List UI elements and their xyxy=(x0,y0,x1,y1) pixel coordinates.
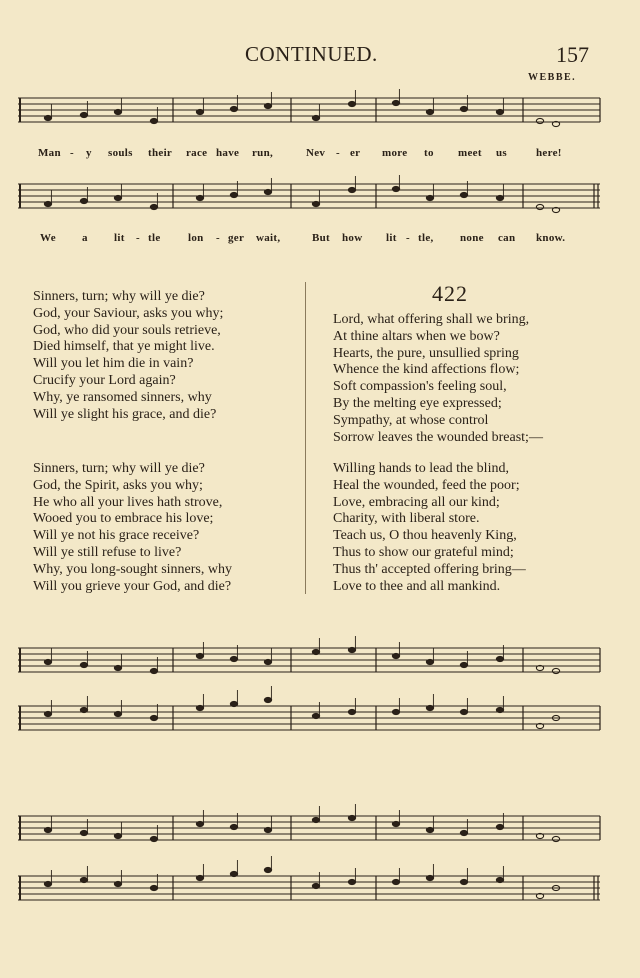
lyric-syllable: a xyxy=(82,232,88,244)
verse-line: Will ye slight his grace, and die? xyxy=(33,406,217,422)
note-head xyxy=(460,106,467,111)
lyric-syllable: more xyxy=(382,147,408,159)
note-head xyxy=(496,707,503,712)
note-head xyxy=(460,709,467,714)
note-head xyxy=(196,875,203,880)
verse-line: Whence the kind affections flow; xyxy=(333,362,520,378)
note-head xyxy=(552,668,559,673)
note-head xyxy=(426,827,433,832)
note-head xyxy=(312,817,319,822)
note-head xyxy=(312,883,319,888)
note-head xyxy=(196,653,203,658)
verse-line: Thus to show our grateful mind; xyxy=(333,544,514,560)
note-head xyxy=(196,109,203,114)
lyric-syllable: here! xyxy=(536,147,562,159)
note-head xyxy=(80,707,87,712)
verse-line: Sympathy, at whose control xyxy=(333,412,489,428)
verse-line: Will ye still refuse to live? xyxy=(33,544,182,560)
lyric-syllable: us xyxy=(496,147,507,159)
verse-line: Sinners, turn; why will ye die? xyxy=(33,289,205,304)
verse-line: Lord, what offering shall we bring, xyxy=(333,312,530,327)
note-head xyxy=(264,189,271,194)
note-head xyxy=(230,824,237,829)
lyric-syllable: y xyxy=(86,147,92,159)
note-head xyxy=(460,662,467,667)
verse-line: At thine altars when we bow? xyxy=(333,328,500,344)
verse-line: Love, embracing all our kind; xyxy=(333,494,500,510)
verse-line: Heal the wounded, feed the poor; xyxy=(333,477,520,493)
note-head xyxy=(348,101,355,106)
note-head xyxy=(264,827,271,832)
note-head xyxy=(552,836,559,841)
note-head xyxy=(496,656,503,661)
note-head xyxy=(196,195,203,200)
verse-line: Thus th' accepted offering bring— xyxy=(333,561,526,577)
verse-line: Sorrow leaves the wounded breast;— xyxy=(333,429,543,445)
note-head xyxy=(264,867,271,872)
note-head xyxy=(114,665,121,670)
note-head xyxy=(348,815,355,820)
verse-line: Crucify your Lord again? xyxy=(33,372,176,388)
left-stanza-1 xyxy=(33,289,223,423)
note-head xyxy=(196,705,203,710)
note-head xyxy=(44,711,51,716)
note-head xyxy=(426,195,433,200)
composer-name: WEBBE. xyxy=(528,72,577,83)
lyric-syllable: how xyxy=(342,232,363,244)
lyric-syllable: We xyxy=(40,232,56,244)
lyric-syllable: race xyxy=(186,147,208,159)
page-number: 157 xyxy=(556,42,589,67)
note-head xyxy=(496,877,503,882)
lyric-syllable: - xyxy=(216,232,220,244)
verse-line: Hearts, the pure, unsullied spring xyxy=(333,345,519,361)
note-head xyxy=(114,833,121,838)
verse-line: Will ye not his grace receive? xyxy=(33,528,200,544)
note-head xyxy=(80,830,87,835)
verse-line: Willing hands to lead the blind, xyxy=(333,461,509,476)
lyric-syllable: - xyxy=(136,232,140,244)
note-head xyxy=(312,201,319,206)
note-head xyxy=(392,100,399,105)
note-head xyxy=(264,659,271,664)
lyric-syllable: Nev xyxy=(306,147,326,159)
note-head xyxy=(392,709,399,714)
lyric-syllable: souls xyxy=(108,147,133,159)
note-head xyxy=(44,827,51,832)
note-head xyxy=(44,115,51,120)
verse-line: God, who did your souls retrieve, xyxy=(33,322,221,338)
lyric-syllable: tle xyxy=(148,232,161,244)
note-head xyxy=(460,830,467,835)
note-head xyxy=(496,195,503,200)
note-head xyxy=(392,821,399,826)
verse-line: Why, you long-sought sinners, why xyxy=(33,561,232,577)
verse-line: Wooed you to embrace his love; xyxy=(33,511,214,527)
note-head xyxy=(312,115,319,120)
verse-line: Teach us, O thou heavenly King, xyxy=(333,528,517,544)
note-head xyxy=(150,715,157,720)
lyric-syllable: But xyxy=(312,232,331,244)
note-head xyxy=(150,204,157,209)
lyric-syllable: lit xyxy=(114,232,125,244)
right-stanza-2 xyxy=(333,461,526,595)
note-head xyxy=(426,875,433,880)
note-head xyxy=(230,701,237,706)
lyric-syllable: run, xyxy=(252,147,274,159)
lyric-syllable: tle, xyxy=(418,232,434,244)
verse-line: Sinners, turn; why will ye die? xyxy=(33,461,205,476)
note-head xyxy=(230,106,237,111)
verse-line: He who all your lives hath strove, xyxy=(33,494,223,510)
verse-line: Why, ye ransomed sinners, why xyxy=(33,389,212,405)
note-head xyxy=(264,697,271,702)
lyric-syllable: their xyxy=(148,147,173,159)
note-head xyxy=(426,705,433,710)
verse-line: Love to thee and all mankind. xyxy=(333,578,501,594)
note-head xyxy=(80,198,87,203)
note-head xyxy=(348,879,355,884)
lyric-syllable: none xyxy=(460,232,484,244)
note-head xyxy=(312,649,319,654)
verse-line: Charity, with liberal store. xyxy=(333,511,480,527)
note-head xyxy=(80,662,87,667)
note-head xyxy=(150,118,157,123)
left-stanza-2 xyxy=(33,461,232,595)
lyric-syllable: er xyxy=(350,147,361,159)
lyric-syllable: to xyxy=(424,147,434,159)
note-head xyxy=(536,204,543,209)
note-head xyxy=(460,879,467,884)
lyric-syllable: know. xyxy=(536,232,566,244)
note-head xyxy=(80,877,87,882)
note-head xyxy=(114,195,121,200)
verse-line: God, the Spirit, asks you why; xyxy=(33,477,203,493)
note-head xyxy=(114,109,121,114)
note-head xyxy=(264,103,271,108)
note-head xyxy=(392,186,399,191)
hymn-number: 422 xyxy=(432,281,468,306)
verse-line: Died himself, that ye might live. xyxy=(33,339,215,355)
note-head xyxy=(114,711,121,716)
column-divider xyxy=(305,282,306,594)
verse-line: Will you grieve your God, and die? xyxy=(33,578,232,594)
note-head xyxy=(426,109,433,114)
note-head xyxy=(348,187,355,192)
note-head xyxy=(44,659,51,664)
note-head xyxy=(44,201,51,206)
verse-line: Soft compassion's feeling soul, xyxy=(333,379,507,395)
verse-line: God, your Saviour, asks you why; xyxy=(33,305,224,321)
note-head xyxy=(312,713,319,718)
note-head xyxy=(150,836,157,841)
lyric-syllable: can xyxy=(498,232,516,244)
note-head xyxy=(230,192,237,197)
lyric-syllable: Man xyxy=(38,147,61,159)
note-head xyxy=(348,647,355,652)
lyric-syllable: lon xyxy=(188,232,204,244)
lyric-syllable: lit xyxy=(386,232,397,244)
note-head xyxy=(196,821,203,826)
lyric-syllable: wait, xyxy=(256,232,281,244)
lyric-syllable: meet xyxy=(458,147,482,159)
lyric-syllable: - xyxy=(406,232,410,244)
note-head xyxy=(230,656,237,661)
note-head xyxy=(392,653,399,658)
lyric-syllable: have xyxy=(216,147,240,159)
note-head xyxy=(80,112,87,117)
note-head xyxy=(348,709,355,714)
verse-line: Will you let him die in vain? xyxy=(33,356,194,372)
note-head xyxy=(150,885,157,890)
lyric-syllable: ger xyxy=(228,232,245,244)
lyric-syllable: - xyxy=(336,147,340,159)
note-head xyxy=(392,879,399,884)
note-head xyxy=(150,668,157,673)
note-head xyxy=(426,659,433,664)
right-stanza-1 xyxy=(333,312,543,446)
page-title: CONTINUED. xyxy=(245,42,378,66)
note-head xyxy=(114,881,121,886)
note-head xyxy=(536,118,543,123)
note-head xyxy=(460,192,467,197)
note-head xyxy=(496,824,503,829)
verse-line: By the melting eye expressed; xyxy=(333,395,502,411)
note-head xyxy=(230,871,237,876)
note-head xyxy=(44,881,51,886)
lyric-syllable: - xyxy=(70,147,74,159)
note-head xyxy=(496,109,503,114)
